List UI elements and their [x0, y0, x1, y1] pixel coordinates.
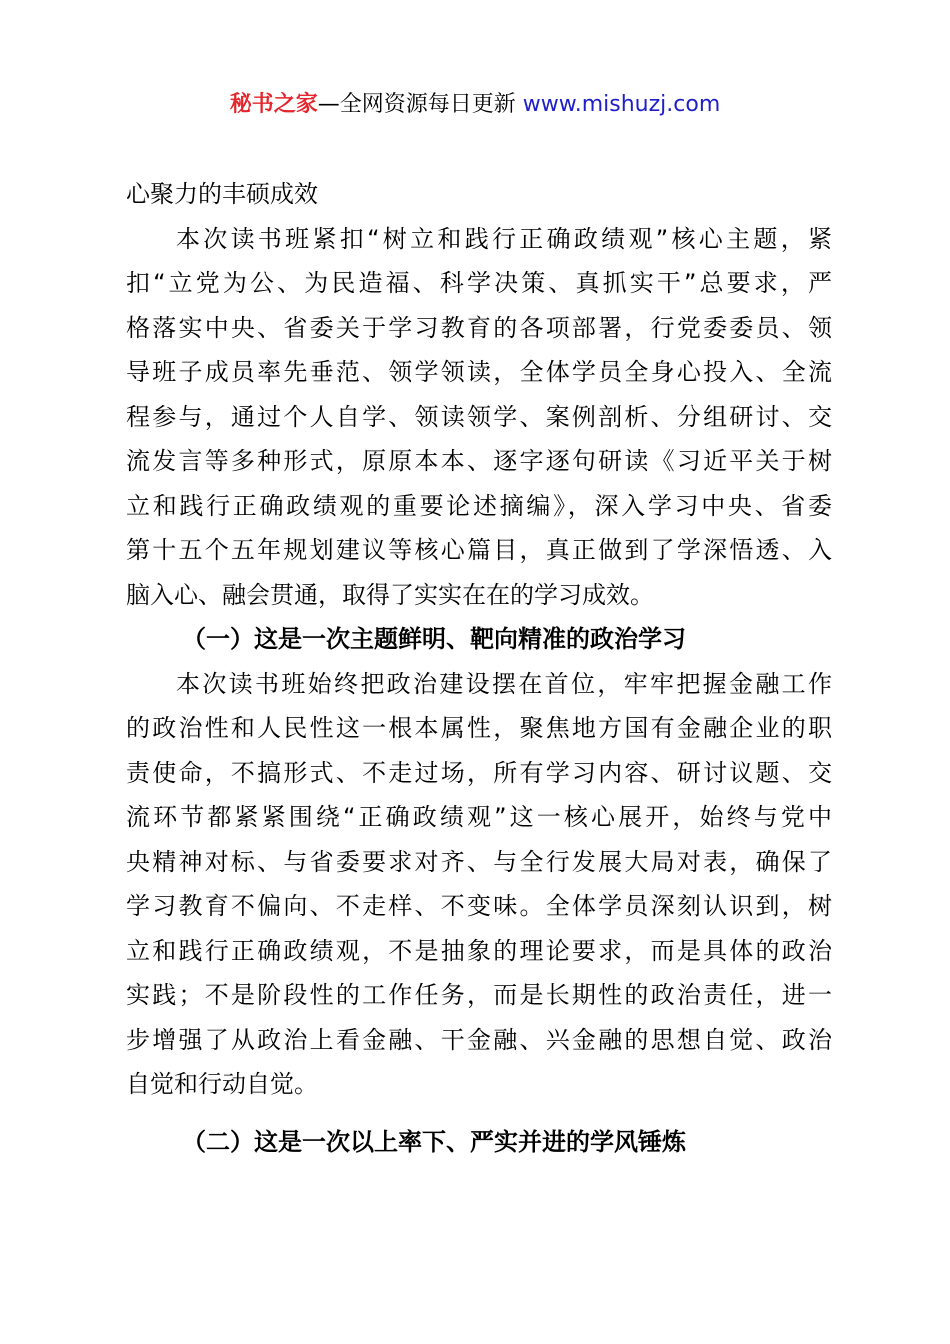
paragraph-line: 学习教育不偏向、不走样、不变味。全体学员深刻认识到，树 — [126, 892, 832, 920]
paragraph-line: 央精神对标、与省委要求对齐、与全行发展大局对表，确保了 — [126, 847, 832, 876]
section-heading-2: （二）这是一次以上率下、严实并进的学风锤炼 — [182, 1127, 686, 1156]
continuation-line: 心聚力的丰硕成效 — [126, 180, 318, 208]
paragraph-line: 立和践行正确政绩观的重要论述摘编》，深入学习中央、省委 — [126, 491, 832, 520]
paragraph-line: 格落实中央、省委关于学习教育的各项部署，行党委委员、领 — [126, 313, 832, 342]
paragraph-line: 立和践行正确政绩观，不是抽象的理论要求，而是具体的政治 — [126, 936, 832, 965]
paragraph-line: 本次读书班始终把政治建设摆在首位，牢牢把握金融工作 — [176, 669, 832, 698]
paragraph-line: 责使命，不搞形式、不走过场，所有学习内容、研讨议题、交 — [126, 758, 832, 787]
paragraph-line: 扣“立党为公、为民造福、科学决策、真抓实干”总要求，严 — [126, 269, 832, 297]
site-header — [0, 88, 950, 122]
paragraph-political-study — [126, 662, 832, 1107]
site-brand: 秘书之家 — [229, 92, 318, 117]
paragraph-line: 本次读书班紧扣“树立和践行正确政绩观”核心主题，紧 — [176, 224, 832, 253]
site-slogan: —全网资源每日更新 — [317, 92, 516, 117]
site-url-link[interactable]: www.mishuzj.com — [522, 92, 721, 117]
paragraph-line: 流发言等多种形式，原原本本、逐字逐句研读《习近平关于树 — [126, 447, 832, 475]
paragraph-line: 程参与，通过个人自学、领读领学、案例剖析、分组研讨、交 — [126, 402, 832, 431]
paragraph-line: 自觉和行动自觉。 — [126, 1070, 318, 1098]
section-heading-1: （一）这是一次主题鲜明、靶向精准的政治学习 — [182, 625, 686, 653]
document-body — [126, 172, 832, 1164]
spacer — [126, 1107, 832, 1120]
paragraph-line: 实践；不是阶段性的工作任务，而是长期性的政治责任，进一 — [126, 981, 832, 1009]
paragraph-line: 导班子成员率先垂范、领学领读，全体学员全身心投入、全流 — [126, 358, 832, 386]
paragraph-line: 的政治性和人民性这一根本属性，聚焦地方国有金融企业的职 — [126, 714, 832, 742]
paragraph-line: 脑入心、融会贯通，取得了实实在在的学习成效。 — [126, 580, 654, 609]
paragraph-line: 步增强了从政治上看金融、干金融、兴金融的思想自觉、政治 — [126, 1025, 832, 1054]
paragraph-intro — [126, 217, 832, 618]
paragraph-line: 第十五个五年规划建议等核心篇目，真正做到了学深悟透、入 — [126, 536, 832, 564]
paragraph-line: 流环节都紧紧围绕“正确政绩观”这一核心展开，始终与党中 — [126, 803, 832, 831]
